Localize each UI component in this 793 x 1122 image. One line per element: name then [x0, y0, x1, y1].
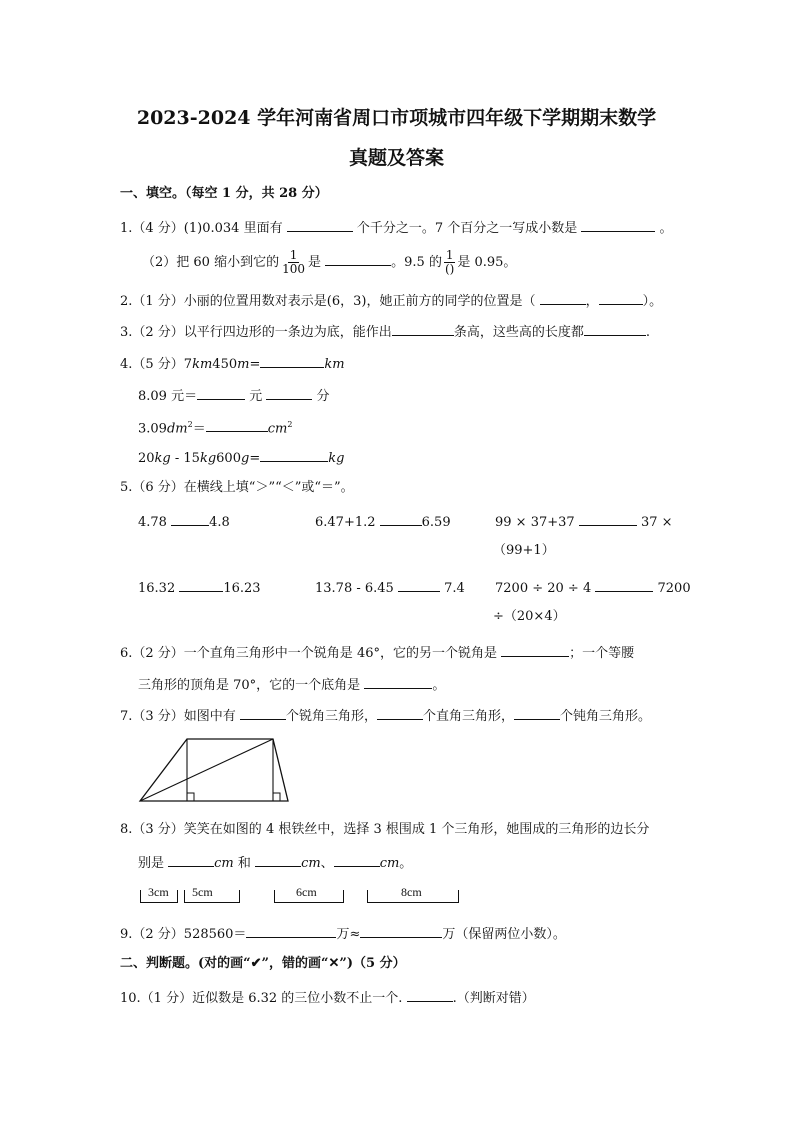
q3-text-c: . [645, 325, 650, 340]
q5-r2c2-left: 13.78 - 6.45 [315, 581, 394, 596]
q8-unit-2: cm [301, 856, 321, 871]
q1-fraction-1-num: 1 [289, 248, 298, 262]
q2-text-a: 2.（1 分）小丽的位置用数对表示是(6，3)，她正前方的同学的位置是（ [120, 294, 536, 309]
title-line-1: 2023-2024 学年河南省周口市项城市四年级下学期期末数学 [136, 107, 657, 129]
q5-r1c2-left: 6.47+1.2 [315, 515, 376, 530]
q4-blank-4[interactable] [206, 418, 268, 432]
wire-3cm [140, 890, 178, 903]
q4-sq-1: 2 [187, 420, 193, 429]
q10-text-a: 10.（1 分）近似数是 6.32 的三位小数不止一个. [120, 991, 403, 1006]
q5-row2-col3-cont: ÷（20×4） [493, 609, 566, 624]
q4-text-c1: 3.09 [138, 421, 167, 437]
question-6-line-2 [138, 675, 445, 694]
q1-blank-2[interactable] [581, 218, 655, 232]
trapezoid-outline [140, 739, 288, 801]
question-4-line-2 [138, 386, 330, 405]
q5-row1-col2 [315, 512, 451, 531]
q4-unit-m: m [237, 357, 250, 372]
q5-r1c1-right: 4.8 [209, 515, 230, 530]
q7-blank-2[interactable] [377, 706, 423, 720]
question-4-line-4 [138, 448, 344, 467]
q5-blank-4[interactable] [179, 578, 223, 592]
q5-r2c1-left: 16.32 [138, 581, 176, 596]
q5-row1-col3 [495, 512, 673, 531]
q6-text-c: 三角形的顶角是 70°，它的一个底角是 [138, 678, 361, 693]
question-4-line-3 [138, 417, 292, 437]
q5-row2-col2 [315, 578, 465, 597]
q4-unit-km-2: km [324, 357, 345, 372]
q1-text-a: 1.（4 分）(1)0.034 里面有 [120, 221, 283, 236]
q5-row2-col3 [495, 578, 691, 597]
q4-text-a3: = [249, 357, 261, 372]
q9-blank-1[interactable] [246, 924, 336, 938]
q9-text-c: 万（保留两位小数）。 [442, 927, 566, 942]
q4-text-b1: 8.09 元＝ [138, 389, 198, 404]
q1-blank-3[interactable] [325, 252, 391, 266]
q5-r2c3-left: 7200 ÷ 20 ÷ 4 [495, 581, 592, 596]
q7-text-c: 个直角三角形， [422, 709, 514, 724]
q3-blank-1[interactable] [392, 322, 454, 336]
right-angle-mark-right [273, 793, 280, 801]
title-line-2: 真题及答案 [348, 147, 444, 169]
q4-text-d4: = [249, 451, 261, 466]
q5-r1c2-right: 6.59 [421, 515, 451, 530]
q8-blank-3[interactable] [334, 853, 380, 867]
q4-blank-3[interactable] [266, 386, 312, 400]
question-3 [120, 322, 650, 341]
question-10 [120, 988, 535, 1007]
q5-r1c1-left: 4.78 [138, 515, 167, 530]
q8-blank-2[interactable] [255, 853, 301, 867]
q6-text-b: ；一个等腰 [569, 646, 635, 661]
q7-text-a: 7.（3 分）如图中有 [120, 709, 236, 724]
q2-blank-2[interactable] [599, 291, 643, 305]
question-1-line-1 [120, 218, 673, 237]
q5-r1c3-left: 99 × 37+37 [495, 515, 575, 530]
q4-text-a2: 450 [212, 357, 238, 372]
question-9 [120, 924, 566, 943]
q4-text-c2: ＝ [192, 421, 206, 437]
q4-blank-1[interactable] [260, 354, 324, 368]
q4-unit-km: km [192, 357, 213, 372]
q7-text-b: 个锐角三角形， [285, 709, 377, 724]
q1-blank-1[interactable] [287, 218, 353, 232]
q1-fraction-1 [280, 249, 307, 276]
q4-unit-kg-3: kg [328, 451, 345, 466]
q5-row2-col1 [138, 578, 261, 597]
q1-text-g: 是 0.95。 [457, 255, 517, 270]
q1-text-d: （2）把 60 缩小到它的 [142, 255, 280, 270]
q5-row1-col3-cont: （99+1） [493, 543, 555, 558]
q7-blank-3[interactable] [514, 706, 560, 720]
q6-text-d: 。 [432, 678, 446, 693]
question-1-line-2 [142, 248, 516, 278]
q2-blank-1[interactable] [540, 291, 586, 305]
wire-label-8cm: 8cm [401, 885, 422, 899]
q8-unit-3: cm [379, 856, 400, 871]
q10-text-b: .（判断对错） [452, 991, 535, 1006]
q4-unit-g: g [240, 451, 250, 466]
section-1-heading: 一、填空。（每空 1 分，共 28 分） [120, 186, 328, 201]
question-2 [120, 291, 662, 310]
question-7 [120, 706, 651, 725]
q8-unit-1: cm [214, 856, 234, 871]
q8-text-c: 和 [237, 856, 251, 871]
question-5-stem: 5.（6 分）在横线上填“＞”“＜”或“＝”。 [120, 480, 354, 495]
q8-text-d: 、 [320, 856, 334, 871]
q3-blank-2[interactable] [584, 322, 646, 336]
q5-r2c2-right: 7.4 [444, 581, 465, 596]
q5-blank-2[interactable] [380, 512, 422, 526]
q5-blank-5[interactable] [398, 578, 440, 592]
q4-unit-cm: cm [267, 421, 288, 437]
q6-blank-1[interactable] [501, 643, 569, 657]
q5-blank-6[interactable] [595, 578, 653, 592]
q4-sq-2: 2 [287, 420, 293, 429]
q4-blank-2[interactable] [197, 386, 245, 400]
q5-r2c1-right: 16.23 [223, 581, 261, 596]
wire-5cm [184, 890, 240, 903]
q4-text-d2: - 15 [170, 451, 200, 466]
q1-text-b: 个千分之一。7 个百分之一写成小数是 [356, 221, 578, 236]
wire-label-5cm: 5cm [192, 885, 213, 899]
q1-fraction-1-den: 100 [282, 262, 305, 276]
q8-text-e: 。 [399, 856, 413, 871]
q5-r1c3-right: 37 × [640, 515, 673, 530]
q9-text-a: 9.（2 分）528560＝ [120, 927, 247, 942]
right-angle-mark-left [187, 793, 194, 801]
q1-fraction-2-den: () [444, 262, 455, 276]
q1-text-e: 是 [307, 255, 321, 270]
q4-text-b2: 元 [249, 389, 263, 404]
question-8-line-1: 8.（3 分）笑笑在如图的 4 根铁丝中，选择 3 根围成 1 个三角形，她围成的三角形的边长分 [120, 822, 650, 837]
q4-unit-dm: dm [166, 421, 188, 437]
q7-trapezoid-figure [130, 730, 300, 810]
q9-text-b: 万≈ [336, 927, 361, 942]
q9-blank-2[interactable] [360, 924, 442, 938]
q10-blank[interactable] [407, 988, 453, 1002]
q1-fraction-2-num: 1 [445, 248, 454, 262]
wire-8cm [367, 890, 459, 903]
wire-label-6cm: 6cm [296, 885, 317, 899]
q5-r2c3-right: 7200 [657, 581, 691, 596]
q3-text-b: 条高，这些高的长度都 [453, 325, 584, 340]
q4-blank-5[interactable] [260, 448, 328, 462]
q4-unit-kg-2: kg [199, 451, 217, 466]
q6-text-a: 6.（2 分）一个直角三角形中一个锐角是 46°，它的另一个锐角是 [120, 646, 497, 661]
diagonal-line [140, 739, 273, 801]
q1-text-f: 。9.5 的 [391, 255, 442, 270]
q4-text-d3: 600 [216, 451, 241, 466]
q6-blank-2[interactable] [364, 675, 432, 689]
section-2-heading: 二、判断题。(对的画“✔”，错的画“✕”)（5 分） [120, 956, 406, 971]
question-8-line-2 [138, 853, 412, 872]
q4-text-a1: 4.（5 分）7 [120, 357, 193, 372]
q8-blank-1[interactable] [168, 853, 214, 867]
wire-label-3cm: 3cm [148, 885, 169, 899]
q1-fraction-2 [443, 249, 456, 276]
q4-text-d1: 20 [138, 451, 155, 466]
q5-row1-col1 [138, 512, 230, 531]
q2-text-b: ， [585, 294, 599, 309]
q7-blank-1[interactable] [240, 706, 286, 720]
wire-6cm [274, 890, 344, 903]
q2-text-c: ）。 [642, 294, 663, 309]
question-4-line-1 [120, 354, 345, 373]
q1-text-c: 。 [659, 221, 673, 236]
q8-text-b: 别是 [138, 856, 165, 871]
q4-text-b3: 分 [316, 389, 330, 404]
q5-blank-3[interactable] [579, 512, 637, 526]
q7-text-d: 个钝角三角形。 [559, 709, 651, 724]
question-6-line-1 [120, 643, 634, 662]
q5-blank-1[interactable] [171, 512, 209, 526]
q3-text-a: 3.（2 分）以平行四边形的一条边为底，能作出 [120, 325, 392, 340]
q4-unit-kg-1: kg [154, 451, 171, 466]
